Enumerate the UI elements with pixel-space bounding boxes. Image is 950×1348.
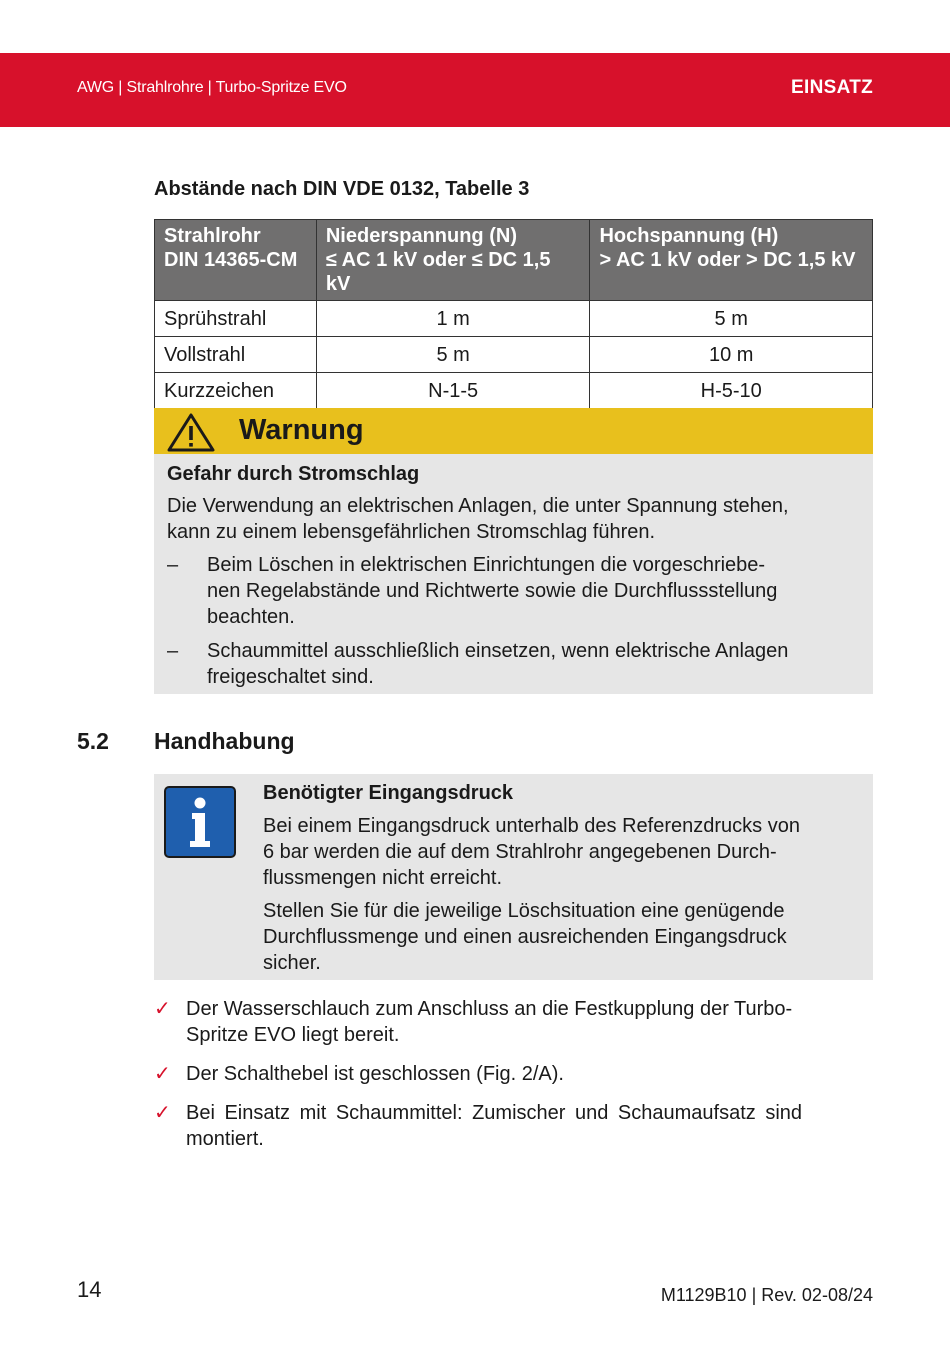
document-reference: M1129B10 | Rev. 02-08/24 [660, 1285, 873, 1305]
warning-subtitle: Gefahr durch Stromschlag [167, 463, 420, 485]
table-title: Abstände nach DIN VDE 0132, Tabelle 3 [154, 178, 530, 200]
table-row [155, 373, 873, 409]
table-row [155, 337, 873, 373]
page-number: 14 [77, 1277, 102, 1302]
checklist-text: Der Wasserschlauch zum Anschluss an die Festkupplung der Turbo- Spritze EVO liegt bereit. [186, 998, 793, 1046]
checkmark-icon: ✓ [154, 998, 171, 1020]
warning-header [154, 408, 873, 454]
section-title: Handhabung [154, 728, 295, 754]
checklist-text: Der Schalthebel ist geschlossen (Fig. 2/A). [186, 1063, 564, 1085]
list-dash: – [167, 640, 179, 662]
table-row [155, 301, 873, 337]
table-cell: Kurzzeichen [155, 373, 317, 409]
warning-title: Warnung [239, 414, 364, 446]
warning-list-item: Schaummittel ausschließlich einsetzen, wenn elektrische Anlagen freigeschaltet sind. [207, 640, 789, 688]
info-title: Benötigter Eingangsdruck [263, 782, 514, 804]
header-section-label: EINSATZ [791, 77, 873, 98]
checkmark-icon: ✓ [154, 1063, 171, 1085]
table-header-cell: Hochspannung (H) > AC 1 kV oder > DC 1,5 kV [590, 220, 873, 301]
info-paragraph: Bei einem Eingangsdruck unterhalb des Referenzdrucks von 6 bar werden die auf dem Strahlrohr angegebenen Durch- flussmengen nicht erreicht. [263, 815, 800, 889]
checkmark-icon: ✓ [154, 1102, 171, 1124]
table-cell: Vollstrahl [155, 337, 317, 373]
table-cell: Sprühstrahl [155, 301, 317, 337]
warning-text: Die Verwendung an elektrischen Anlagen, die unter Spannung stehen, kann zu einem lebensgefährlichen Stromschlag führen. [167, 495, 789, 543]
page-header [0, 53, 950, 127]
table-header-cell: Strahlrohr DIN 14365-CM [155, 220, 317, 301]
info-box [154, 774, 873, 980]
warning-triangle-icon [166, 412, 216, 457]
table-cell: 1 m [316, 301, 590, 337]
info-icon [164, 786, 236, 858]
table-cell: 5 m [590, 301, 873, 337]
table-cell: N-1-5 [316, 373, 590, 409]
section-number: 5.2 [77, 728, 109, 754]
warning-list-item: Beim Löschen in elektrischen Einrichtungen die vorgeschriebe- nen Regelabstände und Richtwerte sowie die Durchflussstellung beachten. [207, 554, 778, 628]
table-cell: 10 m [590, 337, 873, 373]
warning-body [154, 454, 873, 694]
table-header-cell: Niederspannung (N) ≤ AC 1 kV oder ≤ DC 1,5 kV [316, 220, 590, 301]
table-cell: 5 m [316, 337, 590, 373]
info-paragraph: Stellen Sie für die jeweilige Löschsituation eine genügende Durchflussmenge und einen ausreichenden Eingangsdruck sicher. [263, 900, 787, 974]
table-cell: H-5-10 [590, 373, 873, 409]
header-breadcrumb: AWG | Strahlrohre | Turbo-Spritze EVO [77, 79, 347, 96]
table-header-row [155, 220, 873, 301]
distance-table [154, 219, 873, 409]
checklist-text: Bei Einsatz mit Schaummittel: Zumischer und Schaumaufsatz sind montiert. [186, 1102, 803, 1150]
list-dash: – [167, 554, 179, 576]
